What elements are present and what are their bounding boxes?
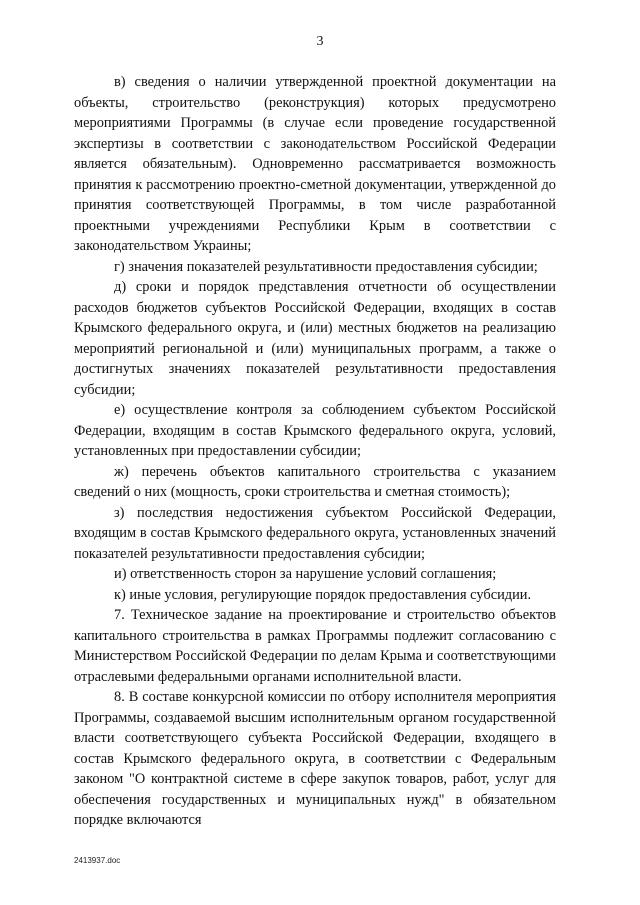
- paragraph-item-k: к) иные условия, регулирующие порядок предоставления субсидии.: [114, 586, 532, 603]
- paragraph-item-i: и) ответственность сторон за нарушение условий соглашения;: [114, 566, 497, 582]
- page-number: 3: [316, 34, 324, 49]
- paragraph-item-zh: ж) перечень объектов капитального строительства с указанием сведений о них (мощность, сроки строительства и сметная стоимость);: [74, 463, 556, 500]
- document-filename-footer: 2413937.doc: [74, 856, 121, 865]
- paragraph-section-8: 8. В составе конкурсной комиссии по отбору исполнителя мероприятия Программы, создаваемой высшим исполнительным органом государственной власти соответствующего субъекта Российской Федерации, входящего в состав Крымского федерального округа, в соответствии с Федеральным законом "О контрактной системе в сфере закупок товаров, работ, услуг для обеспечения государственных и муниципальных нужд" в обязательном порядке включаются: [74, 689, 556, 828]
- paragraph-item-v: в) сведения о наличии утвержденной проектной документации на объекты, строительство (реконструкция) которых предусмотрено мероприятиями Программы (в случае если проведение государственной экспертизы в соответствии с законодательством Российской Федерации является обязательным). Одновременно рассматривается возможность принятия к рассмотрению проектно-сметной документации, утвержденной до принятия соответствующей Программы, в том числе разработанной проектными учреждениями Республики Крым в соответствии с законодательством Украины;: [74, 74, 556, 254]
- paragraph-section-7: 7. Техническое задание на проектирование и строительство объектов капитального строительства в рамках Программы подлежит согласованию с Министерством Российской Федерации по делам Крыма и соответствующими отраслевыми федеральными органами исполнительной власти.: [74, 607, 556, 685]
- paragraph-item-d: д) сроки и порядок представления отчетности об осуществлении расходов бюджетов субъектов Российской Федерации, входящих в состав Крымского федерального округа, и (или) местных бюджетов на реализацию мероприятий региональной и (или) муниципальных программ, а также о достигнутых значениях показателей результативности предоставления субсидии;: [74, 279, 556, 398]
- document-body: [74, 72, 556, 831]
- paragraph-item-z: з) последствия недостижения субъектом Российской Федерации, входящим в состав Крымского федерального округа, установленных значений показателей результативности предоставления субсидии;: [74, 504, 556, 562]
- paragraph-item-e: е) осуществление контроля за соблюдением субъектом Российской Федерации, входящим в состав Крымского федерального округа, условий, установленных при предоставлении субсидии;: [74, 402, 556, 459]
- paragraph-item-g: г) значения показателей результативности предоставления субсидии;: [114, 258, 538, 275]
